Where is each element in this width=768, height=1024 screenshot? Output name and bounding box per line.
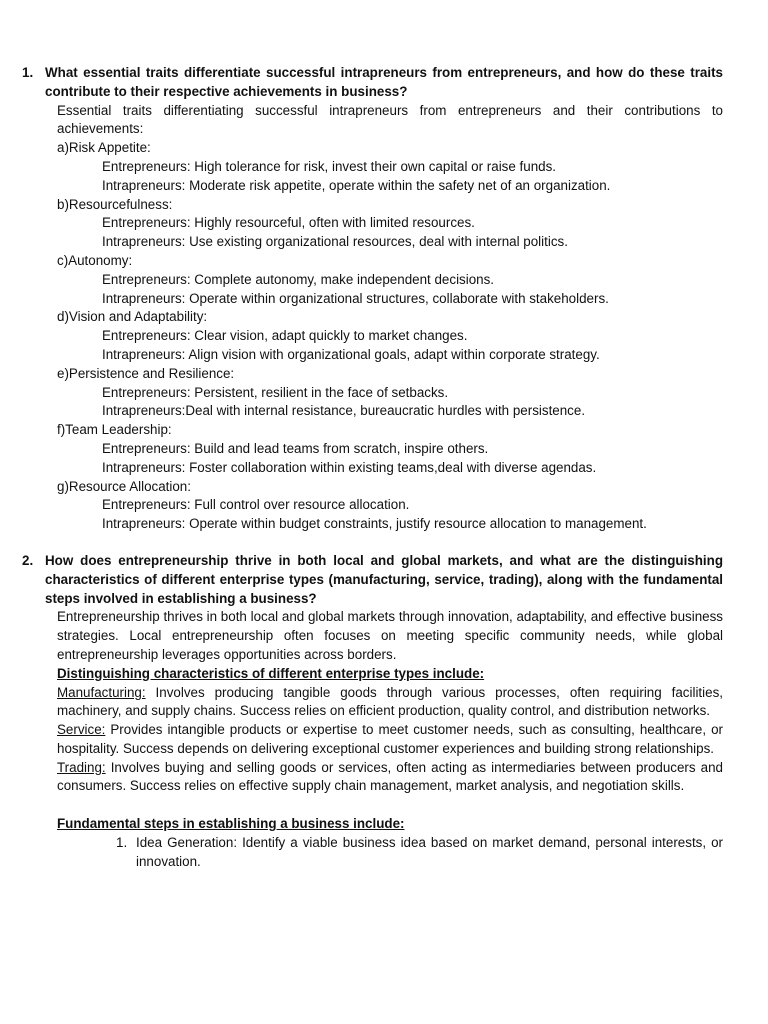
trait-group xyxy=(45,365,723,421)
trait-entrepreneurs: Entrepreneurs: High tolerance for risk, invest their own capital or raise funds. xyxy=(102,158,557,174)
step-number: 1. xyxy=(116,834,128,850)
trait-group xyxy=(45,252,723,308)
trait-intrapreneurs: Intrapreneurs:Deal with internal resistance, bureaucratic hurdles with persistence. xyxy=(102,403,586,419)
trait-title: d)Vision and Adaptability: xyxy=(57,309,208,325)
trait-entrepreneurs: Entrepreneurs: Clear vision, adapt quickly to market changes. xyxy=(102,328,468,344)
answer-intro: Essential traits differentiating successful intrapreneurs from entrepreneurs and their contributions to achievements: xyxy=(57,102,723,137)
question-2 xyxy=(0,552,768,872)
enterprise-type-trading xyxy=(57,759,723,797)
trait-group xyxy=(45,421,723,477)
trait-intrapreneurs: Intrapreneurs: Operate within organizational structures, collaborate with stakeholders. xyxy=(102,290,609,306)
trait-intrapreneurs: Intrapreneurs: Use existing organizational resources, deal with internal politics. xyxy=(102,234,568,250)
step-item xyxy=(102,834,723,872)
steps-heading: Fundamental steps in establishing a business include: xyxy=(57,816,405,832)
document-page xyxy=(0,64,768,871)
enterprise-type-label: Manufacturing: xyxy=(57,684,146,700)
question-text: What essential traits differentiate successful intrapreneurs from entrepreneurs, and how do these traits contribute to their respective achievements in business? xyxy=(45,65,723,99)
question-number: 2. xyxy=(22,552,34,568)
enterprise-type-text: Involves buying and selling goods or services, often acting as intermediaries between producers and consumers. Success relies on effective supply chain management, market analysis, and negotiation skills. xyxy=(57,759,723,794)
trait-title: f)Team Leadership: xyxy=(57,422,172,438)
question-number: 1. xyxy=(22,65,34,80)
trait-group xyxy=(45,139,723,195)
enterprise-type-service xyxy=(57,721,723,759)
trait-title: g)Resource Allocation: xyxy=(57,478,191,494)
trait-entrepreneurs: Entrepreneurs: Full control over resource allocation. xyxy=(102,497,410,513)
trait-title: b)Resourcefulness: xyxy=(57,196,173,212)
trait-entrepreneurs: Entrepreneurs: Build and lead teams from scratch, inspire others. xyxy=(102,440,489,456)
question-1 xyxy=(0,64,768,534)
enterprise-type-label: Trading: xyxy=(57,759,106,775)
enterprise-types-heading: Distinguishing characteristics of different enterprise types include: xyxy=(57,665,485,681)
trait-entrepreneurs: Entrepreneurs: Persistent, resilient in the face of setbacks. xyxy=(102,384,449,400)
trait-intrapreneurs: Intrapreneurs: Foster collaboration within existing teams,deal with diverse agendas. xyxy=(102,459,597,475)
answer-intro: Entrepreneurship thrives in both local and global markets through innovation, adaptability, and effective business strategies. Local entrepreneurship often focuses on meeting specific community needs, while global entrepreneurship leverages opportunities across borders. xyxy=(57,609,723,662)
trait-group xyxy=(45,196,723,252)
trait-entrepreneurs: Entrepreneurs: Highly resourceful, often with limited resources. xyxy=(102,215,475,231)
enterprise-type-text: Provides intangible products or expertise to meet customer needs, such as consulting, healthcare, or hospitality. Success depends on delivering exceptional customer experiences and building strong relationships. xyxy=(57,722,723,756)
trait-intrapreneurs: Intrapreneurs: Moderate risk appetite, operate within the safety net of an organization. xyxy=(102,177,611,193)
trait-group xyxy=(45,308,723,364)
trait-title: a)Risk Appetite: xyxy=(57,140,151,156)
trait-group xyxy=(45,478,723,534)
enterprise-type-label: Service: xyxy=(57,722,106,738)
step-text: Idea Generation: Identify a viable business idea based on market demand, personal interests, or innovation. xyxy=(136,834,723,869)
trait-entrepreneurs: Entrepreneurs: Complete autonomy, make independent decisions. xyxy=(102,271,495,287)
trait-intrapreneurs: Intrapreneurs: Align vision with organizational goals, adapt within corporate strategy. xyxy=(102,346,600,362)
trait-intrapreneurs: Intrapreneurs: Operate within budget constraints, justify resource allocation to management. xyxy=(102,516,647,532)
blank-line xyxy=(45,796,723,815)
enterprise-type-text: Involves producing tangible goods through various processes, often requiring facilities, machinery, and supply chains. Success relies on efficient production, quality control, and distribution networks. xyxy=(57,684,723,719)
trait-title: e)Persistence and Resilience: xyxy=(57,365,235,381)
question-text: How does entrepreneurship thrive in both local and global markets, and what are the distinguishing characteristics of different enterprise types (manufacturing, service, trading), along with the fundamental steps involved in establishing a business? xyxy=(45,552,723,606)
enterprise-type-manufacturing xyxy=(57,684,723,722)
trait-title: c)Autonomy: xyxy=(57,252,133,268)
